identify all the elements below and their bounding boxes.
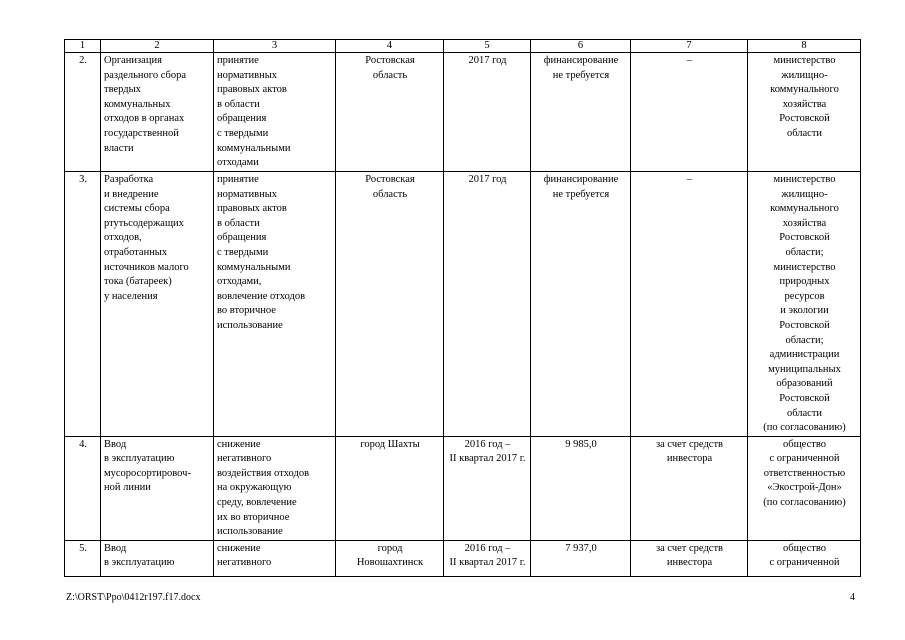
funding-source: за счет средств инвестора (631, 436, 748, 540)
funding-source: – (631, 53, 748, 172)
cost: 9 985,0 (531, 436, 631, 540)
cost: финансирование не требуется (531, 172, 631, 437)
header-cell: 5 (444, 40, 531, 53)
territory: город Новошахтинск (336, 540, 444, 576)
executor: общество с ограниченной (748, 540, 861, 576)
period: 2016 год – II квартал 2017 г. (444, 436, 531, 540)
measure-name: Ввод в эксплуатацию (101, 540, 214, 576)
page-number: 4 (850, 592, 855, 603)
table-row (65, 436, 861, 540)
header-cell: 3 (214, 40, 336, 53)
period: 2016 год – II квартал 2017 г. (444, 540, 531, 576)
measure-name: Организация раздельного сбора твердых коммунальных отходов в органах государственной власти (101, 53, 214, 172)
measure-name: Ввод в эксплуатацию мусоросортировоч- ной линии (101, 436, 214, 540)
header-cell: 8 (748, 40, 861, 53)
header-row (65, 40, 861, 53)
expected-result: снижение негативного воздействия отходов на окружающую среду, вовлечение их во вторичное использование (214, 436, 336, 540)
executor: министерство жилищно- коммунального хозяйства Ростовской области; министерство природных ресурсов и экологии Ростовской области; администрации муниципальных образований Ростовской области (по согласованию) (748, 172, 861, 437)
funding-source: – (631, 172, 748, 437)
header-cell: 4 (336, 40, 444, 53)
footer-file-path: Z:\ORST\Ppo\0412r197.f17.docx (66, 592, 201, 603)
row-number: 4. (65, 436, 101, 540)
executor: общество с ограниченной ответственностью «Экострой-Дон» (по согласованию) (748, 436, 861, 540)
table-row (65, 53, 861, 172)
cost: 7 937,0 (531, 540, 631, 576)
table-row (65, 540, 861, 576)
row-number: 3. (65, 172, 101, 437)
header-cell: 2 (101, 40, 214, 53)
period: 2017 год (444, 53, 531, 172)
row-number: 2. (65, 53, 101, 172)
header-cell: 7 (631, 40, 748, 53)
expected-result: принятие нормативных правовых актов в области обращения с твердыми коммунальными отходами, вовлечение отходов во вторичное использование (214, 172, 336, 437)
row-number: 5. (65, 540, 101, 576)
measure-name: Разработка и внедрение системы сбора ртутьсодержащих отходов, отработанных источников малого тока (батареек) у населения (101, 172, 214, 437)
executor: министерство жилищно- коммунального хозяйства Ростовской области (748, 53, 861, 172)
header-cell: 6 (531, 40, 631, 53)
header-cell: 1 (65, 40, 101, 53)
period: 2017 год (444, 172, 531, 437)
table-row (65, 172, 861, 437)
territory: Ростовская область (336, 172, 444, 437)
territory: Ростовская область (336, 53, 444, 172)
measures-table (64, 39, 861, 577)
expected-result: принятие нормативных правовых актов в области обращения с твердыми коммунальными отходами (214, 53, 336, 172)
funding-source: за счет средств инвестора (631, 540, 748, 576)
cost: финансирование не требуется (531, 53, 631, 172)
territory: город Шахты (336, 436, 444, 540)
expected-result: снижение негативного (214, 540, 336, 576)
